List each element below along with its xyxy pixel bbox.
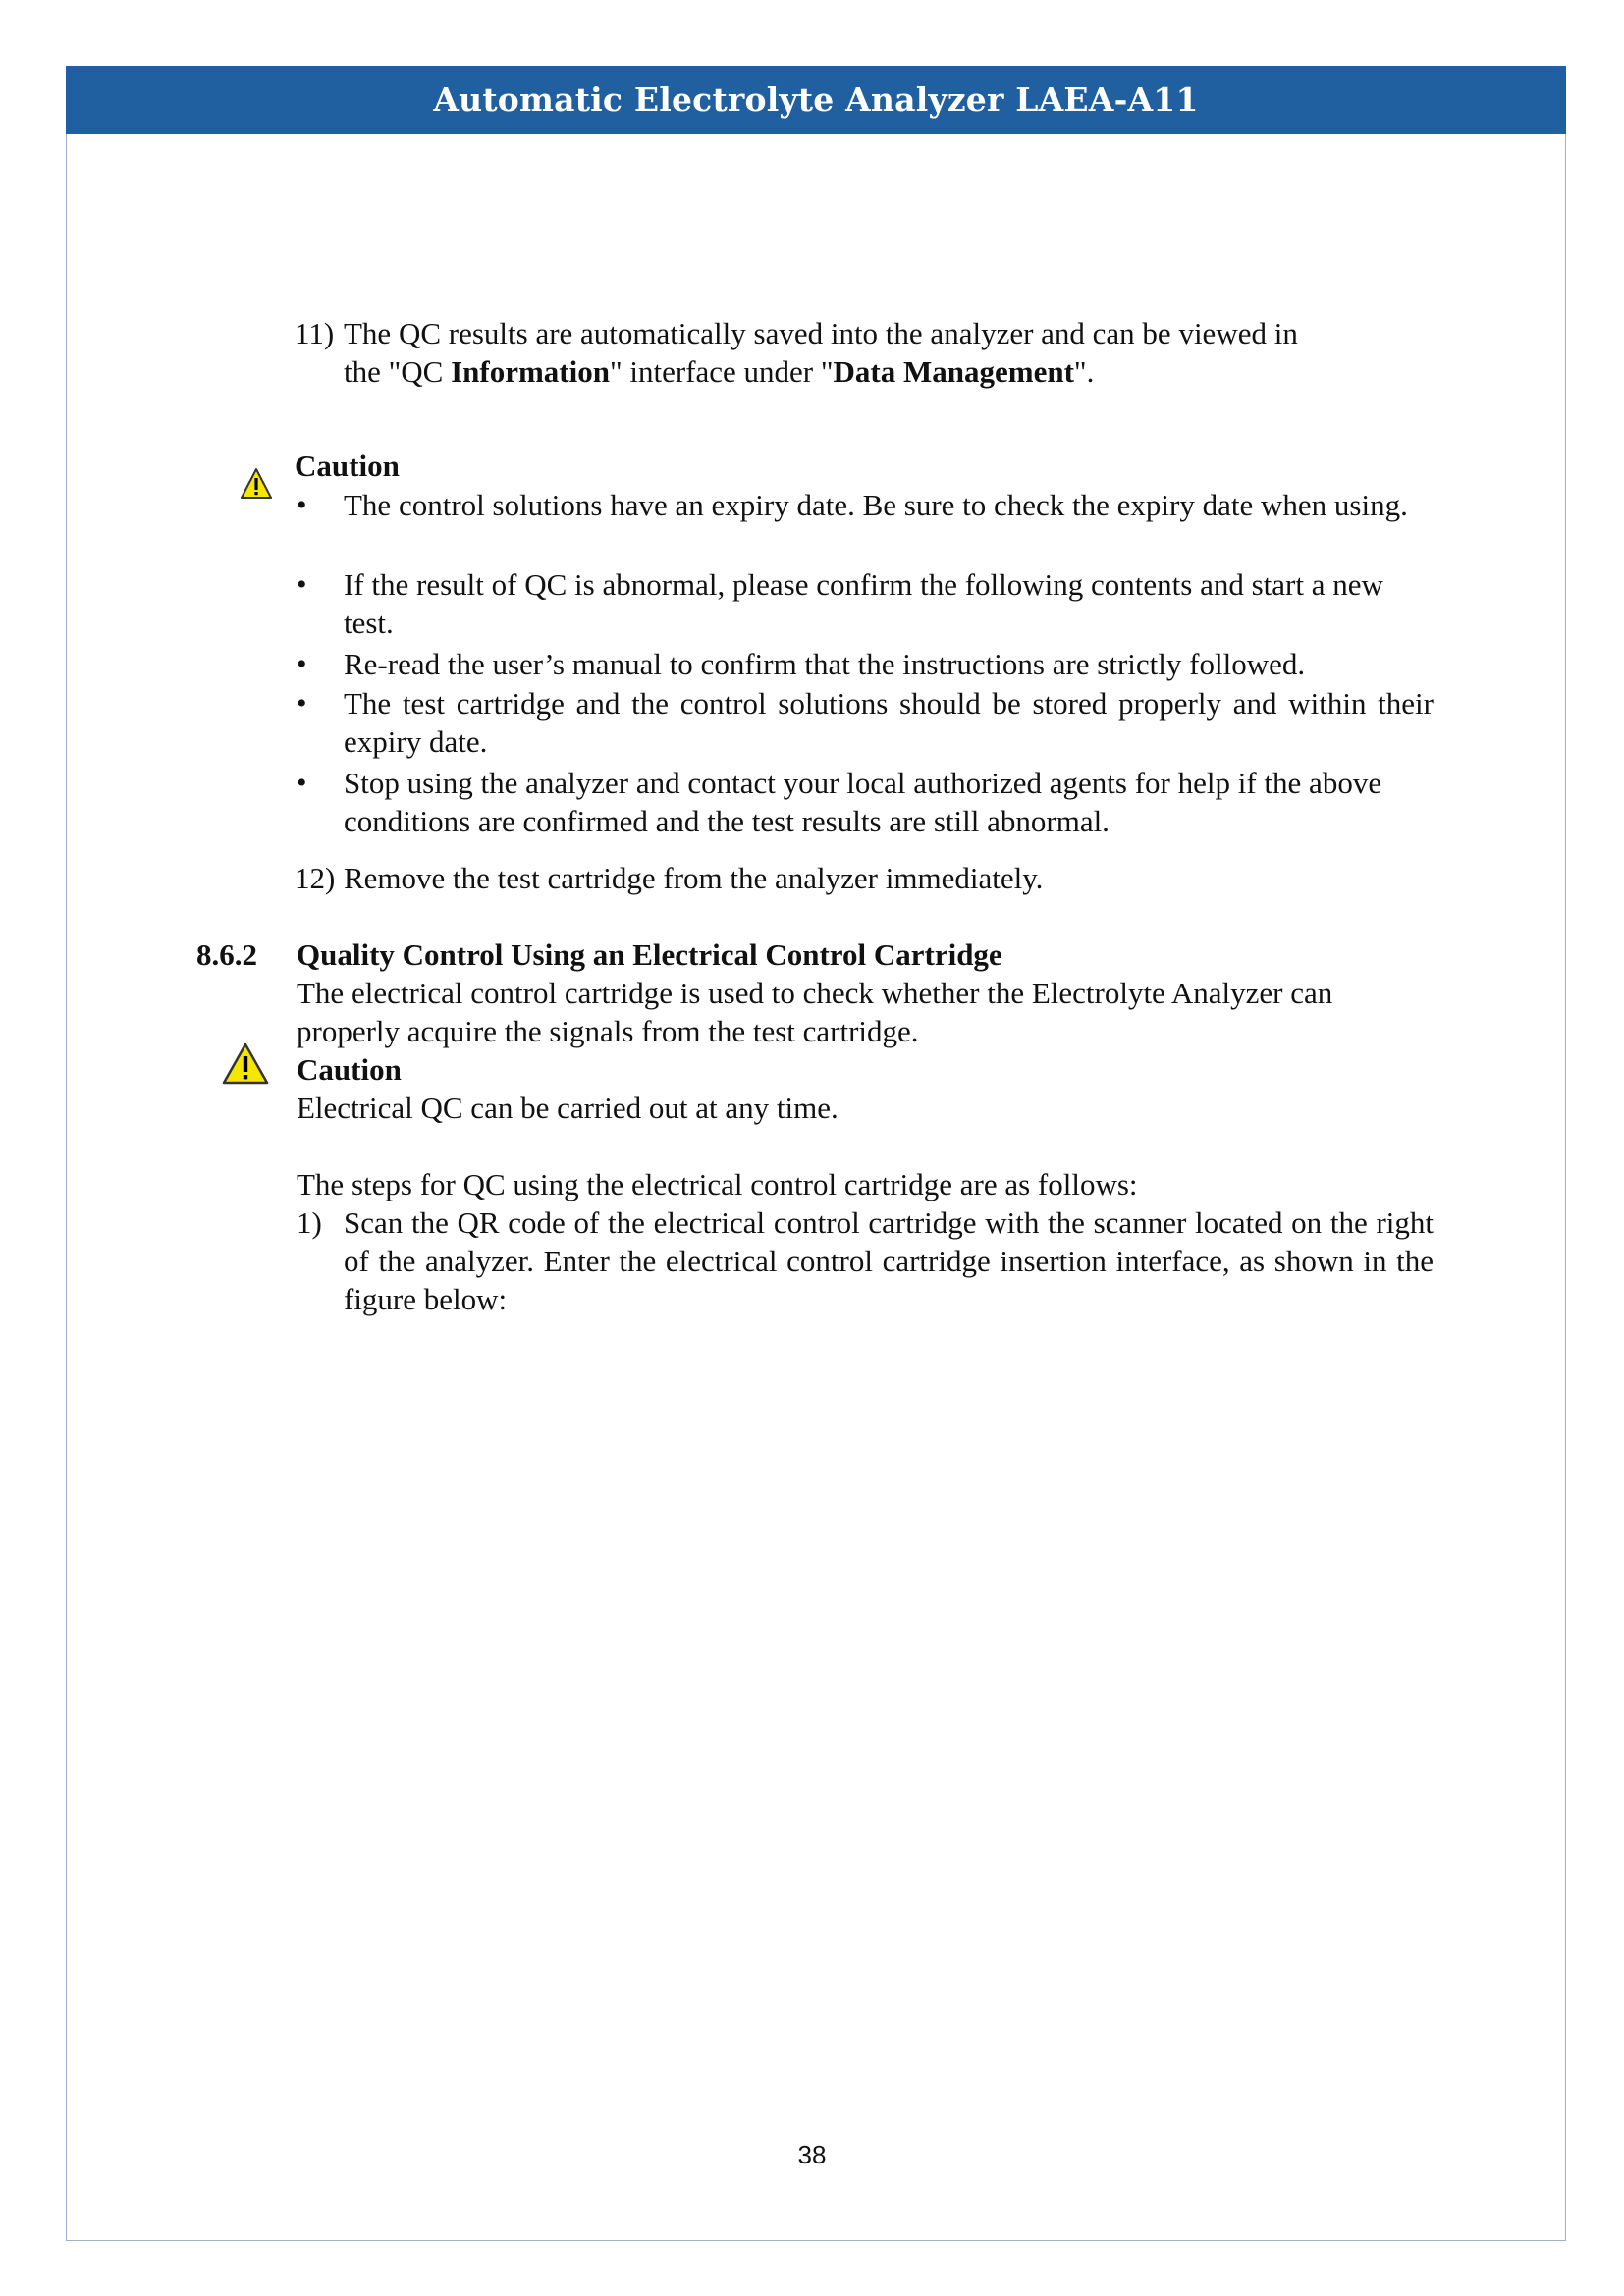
- step-12-number: 12): [295, 861, 336, 895]
- bullet-dot: •: [297, 489, 307, 521]
- caution-bullet-1: The control solutions have an expiry date. Be sure to check the expiry date when using.: [344, 488, 1408, 522]
- page-header: Automatic Electrolyte Analyzer LAEA-A11: [66, 66, 1566, 134]
- step-11-line2: [344, 352, 1434, 391]
- step-11-text-c: ".: [1073, 354, 1095, 389]
- page-frame: [66, 66, 1566, 2241]
- caution-title: Caution: [295, 449, 400, 483]
- steps-intro: The steps for QC using the electrical control cartridge are as follows:: [297, 1167, 1138, 1201]
- bullet-dot: •: [297, 568, 307, 601]
- caution-bullet-5: Stop using the analyzer and contact your local authorized agents for help if the above conditions are confirmed and the test results are still abnormal.: [344, 766, 1382, 838]
- warning-icon: [222, 1042, 269, 1086]
- caution-text-electrical: Electrical QC can be carried out at any time.: [297, 1091, 839, 1125]
- step-1-text: Scan the QR code of the electrical control cartridge with the scanner located on the right of the analyzer. Enter the electrical control cartridge insertion interface, as shown in the figure below:: [344, 1205, 1434, 1316]
- bullet-dot: •: [297, 767, 307, 799]
- qc-information-label: Information: [451, 354, 610, 389]
- bullet-dot: •: [297, 687, 307, 720]
- bullet-dot: •: [297, 648, 307, 680]
- caution-title-electrical: Caution: [297, 1052, 402, 1087]
- section-title: Quality Control Using an Electrical Control Cartridge: [297, 937, 1002, 972]
- page-number: 38: [797, 2140, 827, 2169]
- caution-bullet-2: If the result of QC is abnormal, please confirm the following contents and start a new test.: [344, 567, 1383, 640]
- section-intro: The electrical control cartridge is used to check whether the Electrolyte Analyzer can properly acquire the signals from the test cartridge.: [297, 976, 1333, 1048]
- section-number: 8.6.2: [196, 937, 257, 972]
- step-12-text: Remove the test cartridge from the analyzer immediately.: [344, 861, 1044, 895]
- step-11-text: [344, 314, 1434, 391]
- step-11-text-b: " interface under ": [609, 354, 834, 389]
- warning-icon: [240, 467, 273, 501]
- data-management-label: Data Management: [833, 354, 1074, 389]
- caution-bullet-4: The test cartridge and the control solutions should be stored properly and within their expiry date.: [344, 686, 1434, 759]
- step-11-text-a: the "QC: [344, 354, 452, 389]
- step-11-number: 11): [295, 316, 335, 350]
- step-11-line1: The QC results are automatically saved into the analyzer and can be viewed in: [344, 316, 1298, 350]
- step-1-number: 1): [297, 1205, 322, 1240]
- caution-bullet-3: Re-read the user’s manual to confirm that the instructions are strictly followed.: [344, 647, 1306, 681]
